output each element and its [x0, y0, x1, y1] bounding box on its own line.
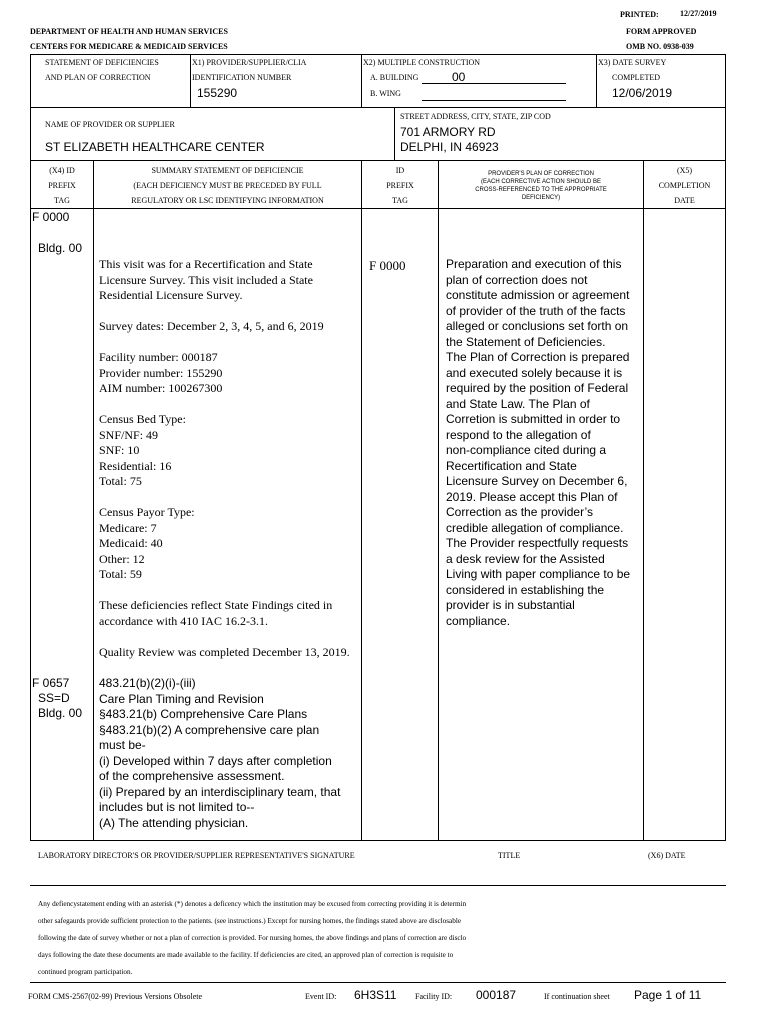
summary-header-2: (EACH DEFICIENCY MUST BE PRECEDED BY FULL	[133, 181, 322, 190]
summary-line: of the comprehensive assessment.	[99, 769, 285, 783]
summary-line: Census Payor Type:	[99, 505, 195, 519]
plan-line: required by the position of Federal	[446, 381, 629, 395]
date-label: (X6) DATE	[648, 851, 686, 860]
disclaimer	[38, 896, 466, 981]
printed-date: 12/27/2019	[680, 9, 717, 18]
scope-severity: SS=D	[38, 691, 70, 705]
summary-line: AIM number: 100267300	[99, 381, 223, 395]
plan-line: the Statement of Deficiencies.	[446, 334, 606, 349]
summary-line: SNF/NF: 49	[99, 427, 159, 442]
statement-label-2: AND PLAN OF CORRECTION	[45, 73, 151, 82]
plan-line: non-compliance cited during a	[446, 443, 607, 457]
provider-name-label: NAME OF PROVIDER OR SUPPLIER	[45, 120, 175, 129]
signature-label: LABORATORY DIRECTOR'S OR PROVIDER/SUPPLIER REPRESENTATIVE'S SIGNATURE	[38, 851, 355, 860]
plan-line: Licensure Survey on December 6,	[446, 474, 628, 488]
plan-of-correction	[446, 257, 630, 629]
disclaimer-line: Any defiencystatement ending with an asterisk (*) denotes a deficency which the institution may be excused from correcting providing it is determin	[38, 900, 467, 908]
summary-line	[99, 335, 350, 351]
summary-line: §483.21(b) Comprehensive Care Plans	[99, 707, 308, 721]
plan-line: Correction as the provider’s	[446, 505, 593, 519]
summary-line: includes but is not limited to--	[99, 800, 255, 814]
summary-line	[99, 304, 350, 320]
city-state-zip: DELPHI, IN 46923	[400, 140, 499, 154]
summary-line: Residential Licensure Survey.	[99, 288, 243, 302]
plan-line: and executed solely because it is	[446, 365, 623, 380]
summary-line: Census Bed Type:	[99, 412, 186, 426]
disclaimer-line: days following the date these documents are made available to the facility. If deficiencies are cited, an approved plan of correction is requisite to	[38, 951, 454, 959]
department-title: DEPARTMENT OF HEALTH AND HUMAN SERVICES	[30, 27, 228, 36]
plan-line: plan of correction does not	[446, 272, 588, 287]
summary-line: Other: 12	[99, 551, 145, 566]
page-number: Page 1 of 11	[634, 988, 702, 1002]
centers-title: CENTERS FOR MEDICARE & MEDICAID SERVICES	[30, 42, 228, 51]
footer-divider	[30, 982, 726, 983]
plan-header-3: CROSS-REFERENCED TO THE APPROPRIATE	[475, 187, 607, 193]
survey-completed-date: 12/06/2019	[612, 86, 673, 100]
plan-line: Recertification and State	[446, 458, 577, 473]
provider-name: ST ELIZABETH HEALTHCARE CENTER	[45, 140, 265, 154]
date-survey-label-2: COMPLETED	[612, 73, 660, 82]
id-prefix-tag: F 0000	[369, 258, 406, 273]
form-approved: FORM APPROVED	[626, 27, 697, 36]
summary-line: (A) The attending physician.	[99, 815, 249, 830]
plan-line: 2019. Please accept this Plan of	[446, 489, 618, 504]
clia-label-2: IDENTIFICATION NUMBER	[192, 73, 292, 82]
summary-line: Provider number: 155290	[99, 365, 223, 380]
summary-line: §483.21(b)(2) A comprehensive care plan	[99, 722, 320, 737]
building-tag-1: Bldg. 00	[38, 241, 83, 255]
continuation-label: If continuation sheet	[544, 992, 610, 1001]
summary-line: Quality Review was completed December 13, 2019.	[99, 644, 350, 659]
summary-line: Total: 75	[99, 474, 142, 488]
facility-id-label: Facility ID:	[415, 992, 453, 1001]
summary-header-1: SUMMARY STATEMENT OF DEFICIENCIE	[151, 166, 304, 175]
summary-line: Licensure Survey. This visit included a State	[99, 272, 313, 287]
plan-line: and State Law. The Plan of	[446, 396, 590, 411]
summary-line: Facility number: 000187	[99, 350, 218, 364]
date-survey-label-1: X3) DATE SURVEY	[598, 58, 667, 67]
wing-label: B. WING	[370, 89, 401, 98]
summary-header-3: REGULATORY OR LSC IDENTIFYING INFORMATION	[131, 196, 324, 205]
id-header-1: ID	[395, 166, 405, 175]
disclaimer-line: following the date of survey whether or not a plan of correction is provided. For nursing homes, the above findings and plans of correction are disclo	[38, 934, 467, 942]
clia-label-1: X1) PROVIDER/SUPPLIER/CLIA	[192, 58, 307, 67]
plan-line: compliance.	[446, 613, 511, 628]
plan-line: The Plan of Correction is prepared	[446, 350, 630, 364]
plan-line: alleged or conclusions set forth on	[446, 319, 629, 333]
multiple-construction-label: X2) MULTIPLE CONSTRUCTION	[363, 58, 481, 67]
disclaimer-line: other safegaurds provide sufficient protection to the patients. (see instructions.) Except for nursing homes, the findings stated above are disclosable	[38, 917, 462, 925]
plan-line: respond to the allegation of	[446, 427, 591, 442]
summary-line: (ii) Prepared by an interdisciplinary team, that	[99, 784, 341, 799]
x4-header-3: TAG	[54, 196, 70, 205]
building-tag-2: Bldg. 00	[38, 706, 83, 720]
plan-line: The Provider respectfully requests	[446, 536, 629, 550]
summary-line: accordance with 410 IAC 16.2-3.1.	[99, 613, 268, 628]
plan-header-2: (EACH CORRECTIVE ACTION SHOULD BE	[480, 179, 602, 185]
summary-line: Medicaid: 40	[99, 536, 163, 550]
x5-header-1: (X5)	[676, 166, 693, 175]
summary-line: Care Plan Timing and Revision	[99, 691, 264, 706]
x5-header-3: DATE	[674, 196, 695, 205]
plan-line: considered in establishing the	[446, 582, 605, 597]
address-label: STREET ADDRESS, CITY, STATE, ZIP COD	[400, 112, 551, 121]
street-address: 701 ARMORY RD	[400, 125, 496, 139]
summary-line	[99, 583, 350, 599]
disclaimer-line: continued program participation.	[38, 968, 133, 976]
summary-line	[99, 397, 350, 413]
x4-header-2: PREFIX	[48, 181, 76, 190]
plan-line: credible allegation of compliance.	[446, 520, 624, 535]
event-id-label: Event ID:	[305, 992, 337, 1001]
summary-line: Medicare: 7	[99, 520, 157, 535]
summary-line: (i) Developed within 7 days after completion	[99, 753, 332, 768]
plan-line: Living with paper compliance to be	[446, 567, 631, 581]
summary-line	[99, 629, 350, 645]
plan-line: Corretion is submitted in order to	[446, 412, 621, 426]
x4-header-1: (X4) ID	[49, 166, 75, 175]
facility-id-value: 000187	[476, 988, 517, 1002]
id-header-3: TAG	[392, 196, 408, 205]
building-label: A. BUILDING	[370, 73, 419, 82]
printed-label: PRINTED:	[620, 10, 659, 19]
summary-line: Survey dates: December 2, 3, 4, 5, and 6, 2019	[99, 319, 324, 333]
form-number: FORM CMS-2567(02-99) Previous Versions Obsolete	[28, 992, 203, 1001]
title-label: TITLE	[498, 851, 521, 860]
plan-line: constitute admission or agreement	[446, 288, 630, 302]
signature-divider	[30, 885, 726, 886]
summary-line: 483.21(b)(2)(i)-(iii)	[99, 676, 196, 690]
plan-line: provider is in substantial	[446, 598, 575, 612]
summary-line: This visit was for a Recertification and State	[99, 257, 313, 271]
summary-block-1	[99, 257, 350, 660]
omb-number: OMB NO. 0938-039	[626, 42, 694, 51]
prefix-tag-f0000: F 0000	[32, 210, 70, 224]
plan-line: a desk review for the Assisted	[446, 551, 605, 566]
building-value: 00	[452, 70, 466, 84]
plan-header-4: DEFICIENCY)	[521, 195, 561, 201]
summary-line: These deficiencies reflect State Findings cited in	[99, 598, 333, 612]
plan-line: Preparation and execution of this	[446, 257, 622, 271]
x5-header-2: COMPLETION	[658, 181, 711, 190]
plan-line: of provider of the truth of the facts	[446, 303, 626, 318]
summary-line: SNF: 10	[99, 443, 140, 457]
summary-line: must be-	[99, 738, 146, 752]
summary-line: Total: 59	[99, 567, 142, 581]
summary-line: Residential: 16	[99, 458, 172, 473]
id-header-2: PREFIX	[386, 181, 414, 190]
summary-block-2	[99, 676, 340, 831]
prefix-tag-f0657: F 0657	[32, 676, 70, 690]
plan-header-1: PROVIDER'S PLAN OF CORRECTION	[488, 171, 594, 177]
statement-label-1: STATEMENT OF DEFICIENCIES	[45, 58, 159, 67]
summary-line	[99, 490, 350, 506]
event-id-value: 6H3S11	[354, 988, 397, 1002]
provider-number: 155290	[197, 86, 238, 100]
